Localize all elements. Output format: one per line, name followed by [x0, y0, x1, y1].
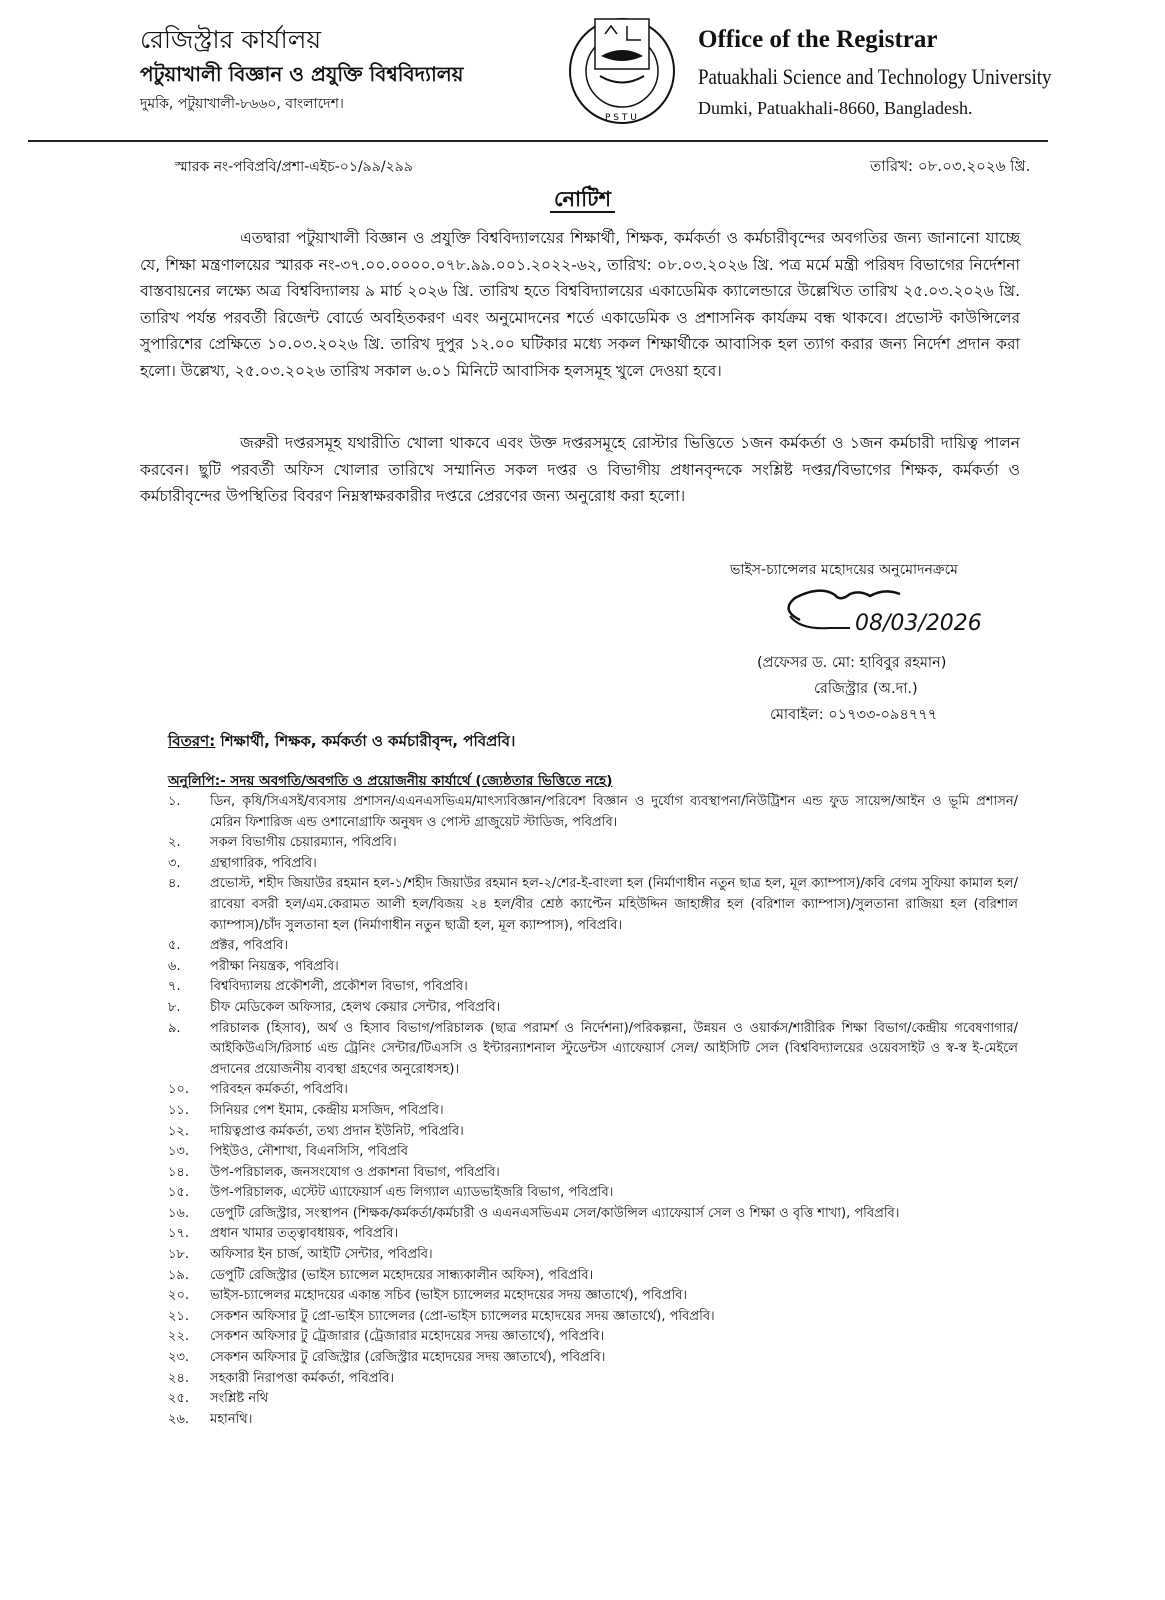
- memo-number: স্মারক নং-পবিপ্রবি/প্রশা-এইচ-০১/৯৯/২৯৯: [175, 159, 413, 175]
- copy-item-number: ২.: [168, 835, 181, 851]
- copy-list-item: [168, 1369, 1018, 1390]
- copy-item-text: প্রধান খামার তত্ত্বাবধায়ক, পবিপ্রবি।: [210, 1226, 399, 1242]
- university-logo: [565, 14, 680, 129]
- copy-list-item: [168, 1101, 1018, 1122]
- notice-paragraph-2: জরুরী দপ্তরসমূহ যথারীতি খোলা থাকবে এবং উক্ত দপ্তরসমূহে রোস্টার ভিত্তিতে ১জন কর্মকর্তা ও ১জন কর্মচারী দায়িত্ব পালন করবেন। ছুটি পরবর্তী অফিস খোলার তারিখে সম্মানিত সকল দপ্তর ও বিভাগীয় প্রধানবৃন্দকে সংশ্লিষ্ট দপ্তর/বিভাগের শিক্ষক, কর্মকর্তা ও কর্মচারীবৃন্দের উপস্থিতির বিবরণ নিম্নস্বাক্ষরকারীর দপ্তরে প্রেরণের জন্য অনুরোধ করা হলো।: [140, 434, 1020, 505]
- copy-item-number: ৮.: [168, 999, 181, 1015]
- copy-item-text: সহকারী নিরাপত্তা কর্মকর্তা, পবিপ্রবি।: [210, 1370, 394, 1386]
- copy-list-item: [168, 1224, 1018, 1245]
- signatory-name: (প্রফেসর ড. মো: হাবিবুর রহমান): [757, 655, 947, 671]
- copy-item-number: ৫.: [168, 938, 181, 954]
- copy-list-item: [168, 936, 1018, 957]
- copy-item-number: ৩.: [168, 855, 181, 871]
- notice-date: তারিখ: ০৮.০৩.২০২৬ খ্রি.: [870, 157, 1031, 175]
- copy-item-text: সেকশন অফিসার টু রেজিস্ট্রার (রেজিস্ট্রার মহোদয়ের সদয় জ্ঞাতার্থে), পবিপ্রবি।: [210, 1350, 606, 1366]
- distribution: [168, 730, 515, 755]
- distribution-text: শিক্ষার্থী, শিক্ষক, কর্মকর্তা ও কর্মচারীবৃন্দ, পবিপ্রবি।: [215, 732, 516, 750]
- header-address-en: Dumki, Patuakhali-8660, Bangladesh.: [698, 98, 973, 118]
- copy-list: [168, 792, 1018, 1430]
- copy-item-text: সিনিয়র পেশ ইমাম, কেন্দ্রীয় মসজিদ, পবিপ্রবি।: [210, 1102, 444, 1118]
- signature: [760, 580, 1040, 640]
- header-university-en: Patuakhali Science and Technology University: [698, 64, 1052, 89]
- copy-list-item: [168, 1019, 1018, 1081]
- header-university-bn: পটুয়াখালী বিজ্ঞান ও প্রযুক্তি বিশ্ববিদ্যালয়: [140, 62, 464, 86]
- copy-item-text: পরীক্ষা নিয়ন্ত্রক, পবিপ্রবি।: [210, 958, 339, 974]
- copy-list-item: [168, 977, 1018, 998]
- copy-item-text: সকল বিভাগীয় চেয়ারম্যান, পবিপ্রবি।: [210, 835, 397, 851]
- copy-item-number: ১২.: [168, 1123, 190, 1139]
- copy-item-text: চীফ মেডিকেল অফিসার, হেলথ কেয়ার সেন্টার, পবিপ্রবি।: [210, 999, 501, 1015]
- header-office-bn: রেজিস্ট্রার কার্যালয়: [140, 25, 322, 54]
- copy-item-number: ১৯.: [168, 1267, 190, 1283]
- signatory-mobile: মোবাইল: ০১৭৩৩-০৯৪৭৭৭: [770, 707, 938, 723]
- notice-paragraph-1: এতদ্বারা পটুয়াখালী বিজ্ঞান ও প্রযুক্তি বিশ্ববিদ্যালয়ের শিক্ষার্থী, শিক্ষক, কর্মকর্তা ও কর্মচারীবৃন্দের অবগতির জন্য জানানো যাচ্ছে যে, শিক্ষা মন্ত্রণালয়ের স্মারক নং-৩৭.০০.০০০০.০৭৮.৯৯.০০১.২০২২-৬২, তারিখ: ০৮.০৩.২০২৬ খ্রি. পত্র মর্মে মন্ত্রী পরিষদ বিভাগের নির্দেশনা বাস্তবায়নের লক্ষ্যে অত্র বিশ্ববিদ্যালয় ৯ মার্চ ২০২৬ খ্রি. তারিখ হতে বিশ্ববিদ্যালয়ের একাডেমিক ক্যালেন্ডারে উল্লেখিত তারিখ ২৫.০৩.২০২৬ খ্রি. তারিখ পর্যন্ত পরবর্তী রিজেন্ট বোর্ডে অবহিতকরণ এবং অনুমোদনের শর্তে একাডেমিক ও প্রশাসনিক কার্যক্রম বন্ধ থাকবে। প্রভোস্ট কাউন্সিলের সুপারিশের প্রেক্ষিতে ১০.০৩.২০২৬ খ্রি. তারিখ দুপুর ১২.০০ ঘটিকার মধ্যে সকল শিক্ষার্থীকে আবাসিক হল ত্যাগ করার জন্য নির্দেশ প্রদান করা হলো। উল্লেখ্য, ২৫.০৩.২০২৬ তারিখ সকাল ৬.০১ মিনিটে আবাসিক হলসমূহ খুলে দেওয়া হবে।: [140, 229, 1020, 380]
- copy-list-item: [168, 1080, 1018, 1101]
- copy-list-item: [168, 792, 1018, 833]
- copy-item-text: পরিবহন কর্মকর্তা, পবিপ্রবি।: [210, 1082, 348, 1098]
- copy-item-number: ২২.: [168, 1329, 190, 1345]
- copy-item-text: অফিসার ইন চার্জ, আইটি সেন্টার, পবিপ্রবি।: [210, 1247, 433, 1263]
- copy-item-number: ৪.: [168, 876, 181, 892]
- copy-item-number: ২৪.: [168, 1370, 190, 1386]
- copy-item-number: ১৬.: [168, 1205, 190, 1221]
- copy-list-item: [168, 957, 1018, 978]
- approval-line: ভাইস-চ্যান্সেলর মহোদয়ের অনুমোদনক্রমে: [730, 562, 958, 578]
- copy-list-item: [168, 1142, 1018, 1163]
- copy-item-text: ডেপুটি রেজিস্ট্রার, সংস্থাপন (শিক্ষক/কর্মকর্তা/কর্মচারী ও এএনএসভিএম সেল/কাউন্সিল এ্যাফেয়ার্স সেল ও শিক্ষা ও বৃত্তি শাখা), পবিপ্রবি।: [210, 1205, 900, 1221]
- header-office-en: Office of the Registrar: [698, 26, 938, 53]
- copy-list-item: [168, 1266, 1018, 1287]
- copy-item-text: উপ-পরিচালক, এস্টেট এ্যাফেয়ার্স এন্ড লিগ্যাল এ্যাডভাইজরি বিভাগ, পবিপ্রবি।: [210, 1185, 614, 1201]
- copy-item-number: ১৭.: [168, 1226, 190, 1242]
- copy-item-number: ১.: [168, 794, 181, 809]
- copy-item-number: ৭.: [168, 979, 181, 995]
- copy-list-item: [168, 854, 1018, 875]
- copy-item-text: ডিন, কৃষি/সিএসই/ব্যবসায় প্রশাসন/এএনএসভিএম/মাৎস্যবিজ্ঞান/পরিবেশ বিজ্ঞান ও দুর্যোগ ব্যবস্থাপনা/নিউট্রিশন এন্ড ফুড সায়েন্স/আইন ও ভূমি প্রশাসন/ মেরিন ফিশারিজ এন্ড ওশানোগ্রাফি অনুষদ ও পোস্ট গ্রাজুয়েট স্টাডিজ, পবিপ্রবি।: [210, 794, 1018, 830]
- copy-item-number: ১৫.: [168, 1185, 190, 1201]
- copy-list-item: [168, 1389, 1018, 1410]
- copy-list-item: [168, 1410, 1018, 1431]
- copy-list-item: [168, 1204, 1018, 1225]
- copy-list-item: [168, 1348, 1018, 1369]
- notice-title: [0, 183, 1165, 218]
- header-address-bn: দুমকি, পটুয়াখালী-৮৬৬০, বাংলাদেশ।: [140, 96, 344, 112]
- signatory-designation: রেজিস্ট্রার (অ.দা.): [814, 681, 918, 697]
- copy-item-text: দায়িত্বপ্রাপ্ত কর্মকর্তা, তথ্য প্রদান ইউনিট, পবিপ্রবি।: [210, 1123, 464, 1139]
- copy-heading: অনুলিপি:- সদয় অবগতি/অবগতি ও প্রয়োজনীয় কার্যার্থে (জ্যেষ্ঠতার ভিত্তিতে নহে): [168, 773, 613, 789]
- copy-list-item: [168, 1245, 1018, 1266]
- copy-item-number: ৯.: [168, 1020, 181, 1036]
- copy-item-number: ১৮.: [168, 1247, 190, 1263]
- copy-item-text: মহানথি।: [210, 1411, 253, 1427]
- copy-list-item: [168, 1122, 1018, 1143]
- copy-list-item: [168, 1327, 1018, 1348]
- copy-item-text: গ্রন্থাগারিক, পবিপ্রবি।: [210, 855, 317, 871]
- copy-item-text: প্রক্টর, পবিপ্রবি।: [210, 938, 289, 954]
- copy-item-number: ৬.: [168, 958, 181, 974]
- copy-item-number: ২৬.: [168, 1411, 190, 1427]
- copy-list-item: [168, 1307, 1018, 1328]
- svg-text:P S T U: P S T U: [605, 113, 637, 123]
- copy-item-text: পিইউও, নৌশাখা, বিএনসিসি, পবিপ্রবি: [210, 1144, 408, 1160]
- copy-list-item: [168, 1183, 1018, 1204]
- copy-item-text: প্রভোস্ট, শহীদ জিয়াউর রহমান হল-১/শহীদ জিয়াউর রহমান হল-২/শের-ই-বাংলা হল (নির্মাণাধীন নতুন ছাত্র হল, মূল ক্যাম্পাস)/কবি বেগম সুফিয়া কামাল হল/রাবেয়া বসরী হল/এম.কেরামত আলী হল/বিজয় ২৪ হল/বীর শ্রেষ্ঠ ক্যাপ্টেন মহিউদ্দিন জাহাঙ্গীর হল (বরিশাল ক্যাম্পাস)/সুলতানা রাজিয়া হল (বরিশাল ক্যাম্পাস)/চাঁদ সুলতানা হল (নির্মাণাধীন নতুন ছাত্রী হল, মূল ক্যাম্পাস), পবিপ্রবি।: [210, 876, 1018, 933]
- copy-item-text: সেকশন অফিসার টু ট্রেজারার (ট্রেজারার মহোদয়ের সদয় জ্ঞাতার্থে), পবিপ্রবি।: [210, 1329, 605, 1345]
- copy-item-text: উপ-পরিচালক, জনসংযোগ ও প্রকাশনা বিভাগ, পবিপ্রবি।: [210, 1164, 500, 1180]
- copy-list-item: [168, 1286, 1018, 1307]
- copy-item-text: সেকশন অফিসার টু প্রো-ভাইস চ্যান্সেলর (প্রো-ভাইস চ্যান্সেলর মহোদয়ের সদয় জ্ঞাতার্থে), পবিপ্রবি।: [210, 1308, 715, 1324]
- copy-list-item: [168, 1163, 1018, 1184]
- copy-item-number: ১১.: [168, 1102, 190, 1118]
- copy-item-text: ভাইস-চ্যান্সেলর মহোদয়ের একান্ত সচিব (ভাইস চ্যান্সেলর মহোদয়ের সদয় জ্ঞাতার্থে), পবিপ্রবি।: [210, 1288, 688, 1304]
- copy-item-text: পরিচালক (হিসাব), অর্থ ও হিসাব বিভাগ/পরিচালক (ছাত্র পরামর্শ ও নির্দেশনা)/পরিকল্পনা, উন্নয়ন ও ওয়ার্কস/শারীরিক শিক্ষা বিভাগ/কেন্দ্রীয় গবেষণাগার/আইকিউএসি/রিসার্চ এন্ড ট্রেনিং সেন্টার/টিএসসি ও ইন্টারন্যাশনাল স্টুডেন্টস এ্যাফেয়ার্স সেল/ আইসিটি সেল (বিশ্ববিদ্যালয়ের ওয়েবসাইট ও স্ব-স্ব ই-মেইলে প্রদানের প্রয়োজনীয় ব্যবস্থা গ্রহণের অনুরোধসহ)।: [210, 1020, 1018, 1077]
- copy-item-number: ১৩.: [168, 1144, 190, 1160]
- copy-item-text: সংশ্লিষ্ট নথি: [210, 1391, 269, 1407]
- copy-item-number: ১৪.: [168, 1164, 190, 1180]
- copy-list-item: [168, 874, 1018, 936]
- copy-list-item: [168, 833, 1018, 854]
- signature-date: 08/03/2026: [855, 611, 982, 636]
- copy-item-text: বিশ্ববিদ্যালয় প্রকৌশলী, প্রকৌশল বিভাগ, পবিপ্রবি।: [210, 979, 468, 995]
- header-divider: [28, 140, 1048, 142]
- copy-list-item: [168, 998, 1018, 1019]
- copy-item-number: ২৫.: [168, 1391, 190, 1407]
- copy-item-text: ডেপুটি রেজিস্ট্রার (ভাইস চ্যান্সেল মহোদয়ের সান্ধ্যকালীন অফিস), পবিপ্রবি।: [210, 1267, 594, 1283]
- distribution-label: বিতরণ:: [168, 732, 216, 750]
- copy-item-number: ২৩.: [168, 1350, 190, 1366]
- copy-item-number: ২১.: [168, 1308, 190, 1324]
- notice-title-text: নোটিশ: [550, 187, 615, 213]
- copy-item-number: ২০.: [168, 1288, 190, 1304]
- copy-item-number: ১০.: [168, 1082, 190, 1098]
